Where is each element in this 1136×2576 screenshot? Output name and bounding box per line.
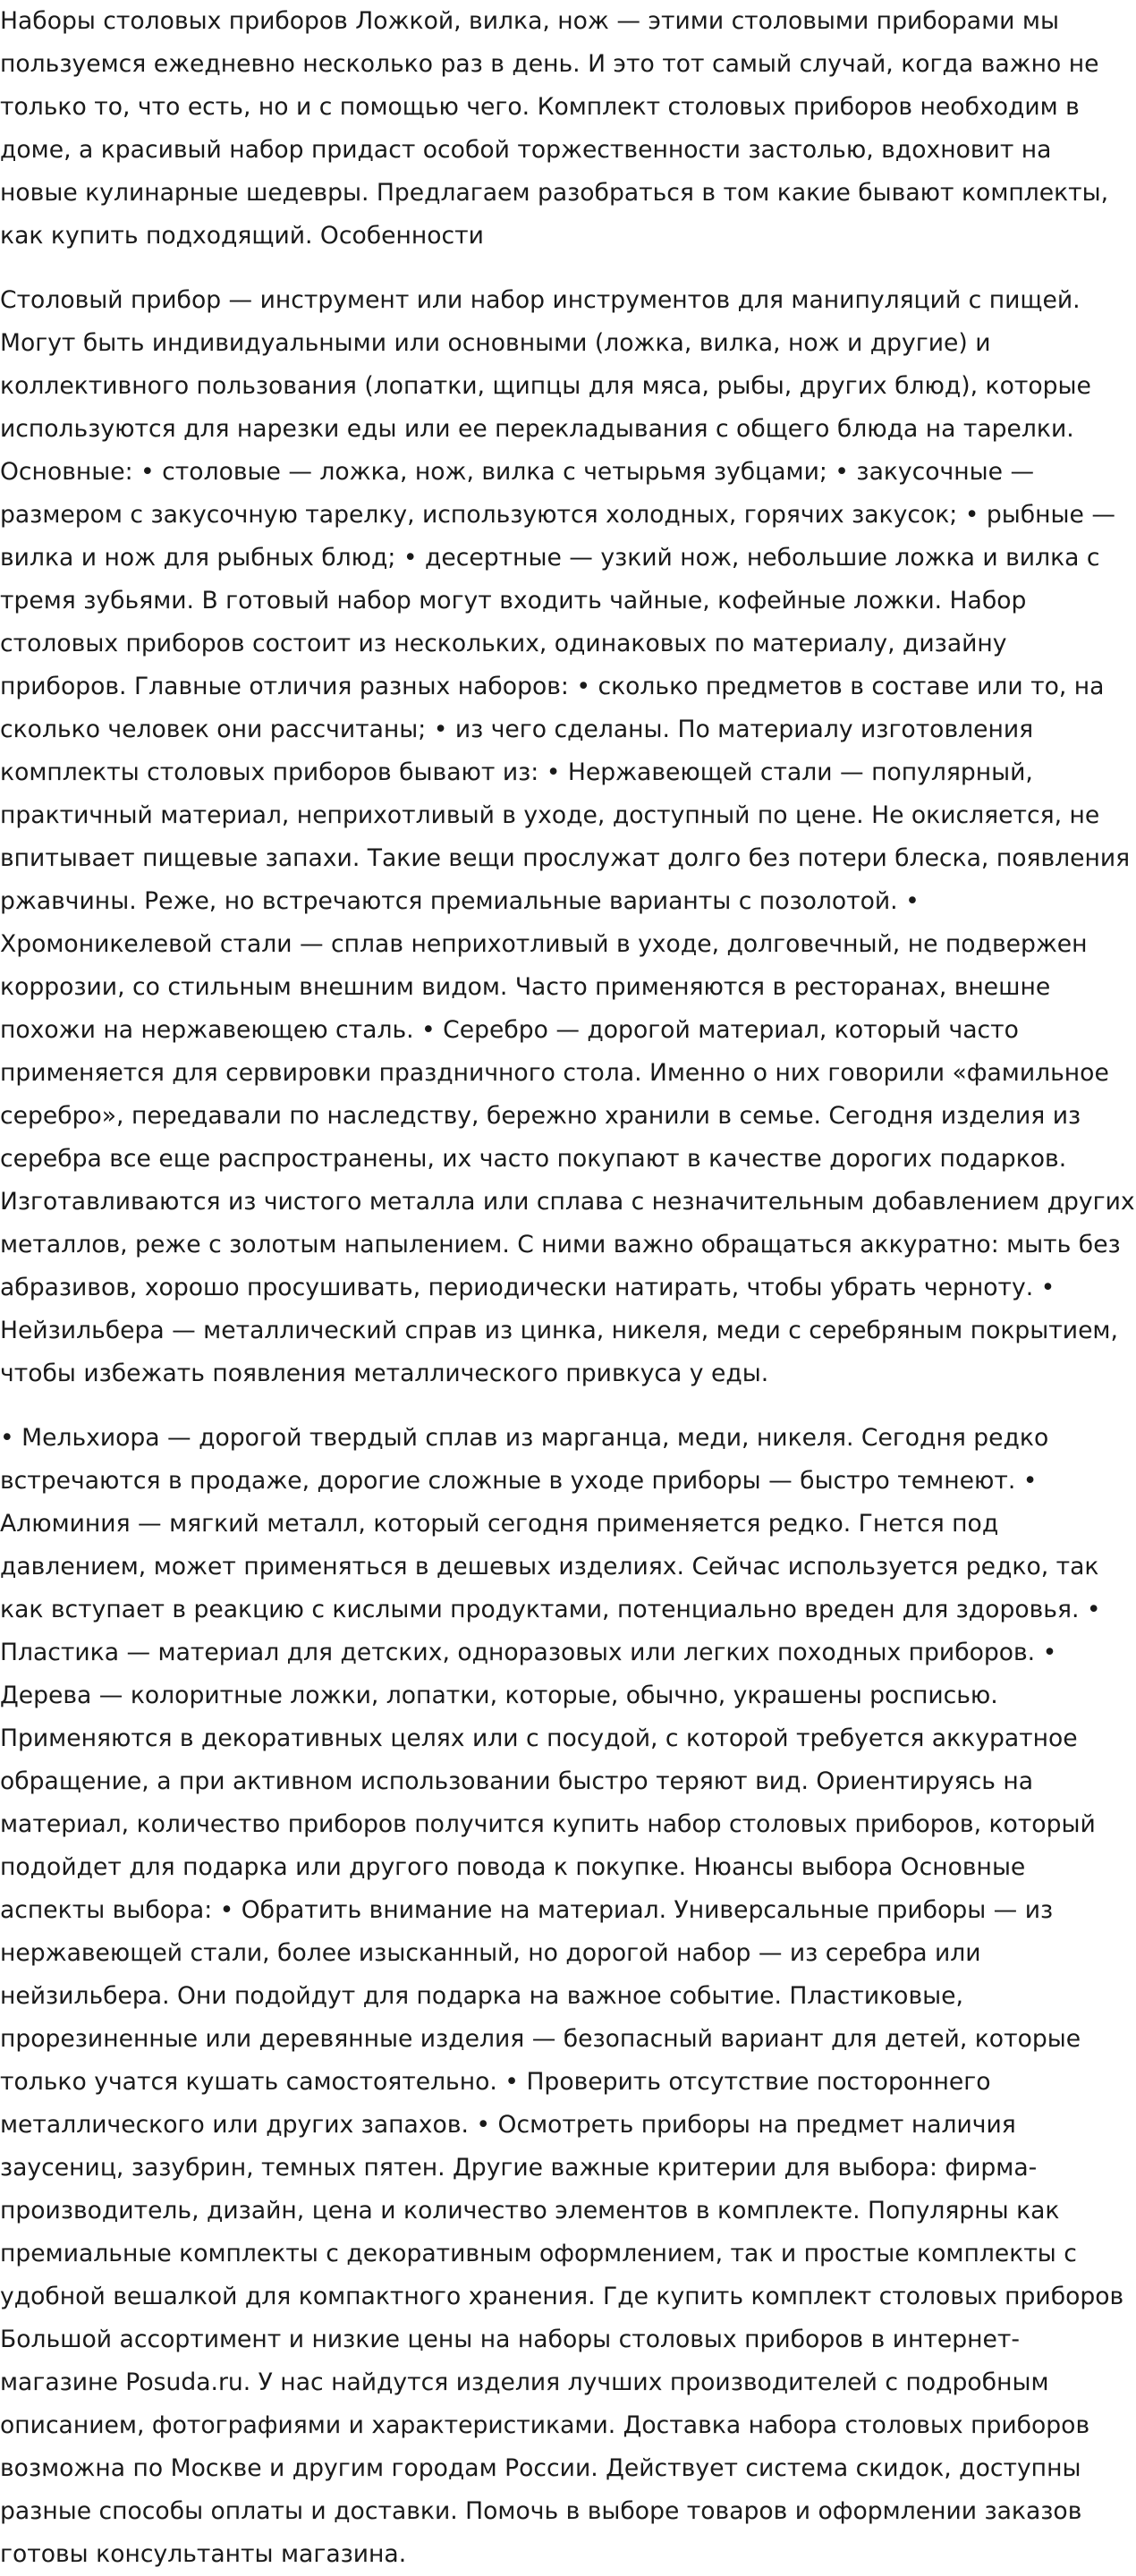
article-paragraph-materials: Столовый прибор — инструмент или набор инструментов для манипуляций с пищей. Могут быть индивидуальными или основными (ложка, вилка, нож и другие) и коллективного пользования (лопатки, щипцы для мяса, рыбы, других блюд), которые используются для нарезки еды или ее перекладывания с общего блюда на тарелки. Основные: • столовые — ложка, нож, вилка с четырьмя зубцами; • закусочные — размером с закусочную тарелку, используются холодных, горячих закусок; • рыбные — вилка и нож для рыбных блюд; • десертные — узкий нож, небольшие ложка и вилка с тремя зубьями. В готовый набор могут входить чайные, кофейные ложки. Набор столовых приборов состоит из нескольких, одинаковых по материалу, дизайну приборов. Главные отличия разных наборов: • сколько предметов в составе или то, на сколько человек они рассчитаны; • из чего сделаны. По материалу изготовления комплекты столовых приборов бывают из: • Нержавеющей стали — популярный, практичный материал, неприхотливый в уходе, доступный по цене. Не окисляется, не впитывает пищевые запахи. Такие вещи прослужат долго без потери блеска, появления ржавчины. Реже, но встречаются премиальные варианты с позолотой. • Хромоникелевой стали — сплав неприхотливый в уходе, долговечный, не подвержен коррозии, со стильным внешним видом. Часто применяются в ресторанах, внешне похожи на нержавеющею сталь. • Серебро — дорогой материал, который часто применяется для сервировки праздничного стола. Именно о них говорили «фамильное серебро», передавали по наследству, бережно хранили в семье. Сегодня изделия из серебра все еще распространены, их часто покупают в качестве дорогих подарков. Изготавливаются из чистого металла или сплава с незначительным добавлением других металлов, реже с золотым напылением. С ними важно обращаться аккуратно: мыть без абразивов, хорошо просушивать, периодически натирать, чтобы убрать черноту. • Нейзильбера — металлический справ из цинка, никеля, меди с серебряным покрытием, чтобы избежать появления металлического привкуса у еды. xyxy=(0,286,1135,1387)
article-paragraph-intro: Наборы столовых приборов Ложкой, вилка, нож — этими столовыми приборами мы пользуемся ежедневно несколько раз в день. И это тот самый случай, когда важно не только то, что есть, но и с помощью чего. Комплект столовых приборов необходим в доме, а красивый набор придаст особой торжественности застолью, вдохновит на новые кулинарные шедевры. Предлагаем разобраться в том какие бывают комплекты, как купить подходящий. Особенности xyxy=(0,7,1109,250)
article-paragraph-choice: • Мельхиора — дорогой твердый сплав из марганца, меди, никеля. Сегодня редко встречаются в продаже, дорогие сложные в уходе приборы — быстро темнеют. • Алюминия — мягкий металл, который сегодня применяется редко. Гнется под давлением, может применяться в дешевых изделиях. Сейчас используется редко, так как вступает в реакцию с кислыми продуктами, потенциально вреден для здоровья. • Пластика — материал для детских, одноразовых или легких походных приборов. • Дерева — колоритные ложки, лопатки, которые, обычно, украшены росписью. Применяются в декоративных целях или с посудой, с которой требуется аккуратное обращение, а при активном использовании быстро теряют вид. Ориентируясь на материал, количество приборов получится купить набор столовых приборов, который подойдет для подарка или другого повода к покупке. Нюансы выбора Основные аспекты выбора: • Обратить внимание на материал. Универсальные приборы — из нержавеющей стали, более изысканный, но дорогой набор — из серебра или нейзильбера. Они подойдут для подарка на важное событие. Пластиковые, прорезиненные или деревянные изделия — безопасный вариант для детей, которые только учатся кушать самостоятельно. • Проверить отсутствие постороннего металлического или других запахов. • Осмотреть приборы на предмет наличия заусениц, зазубрин, темных пятен. Другие важные критерии для выбора: фирма-производитель, дизайн, цена и количество элементов в комплекте. Популярны как премиальные комплекты с декоративным оформлением, так и простые комплекты с удобной вешалкой для компактного хранения. Где купить комплект столовых приборов Большой ассортимент и низкие цены на наборы столовых приборов в интернет-магазине Posuda.ru. У нас найдутся изделия лучших производителей с подробным описанием, фотографиями и характеристиками. Доставка набора столовых приборов возможна по Москве и другим городам России. Действует система скидок, доступны разные способы оплаты и доставки. Помочь в выборе товаров и оформлении заказов готовы консультанты магазина. xyxy=(0,1424,1124,2568)
